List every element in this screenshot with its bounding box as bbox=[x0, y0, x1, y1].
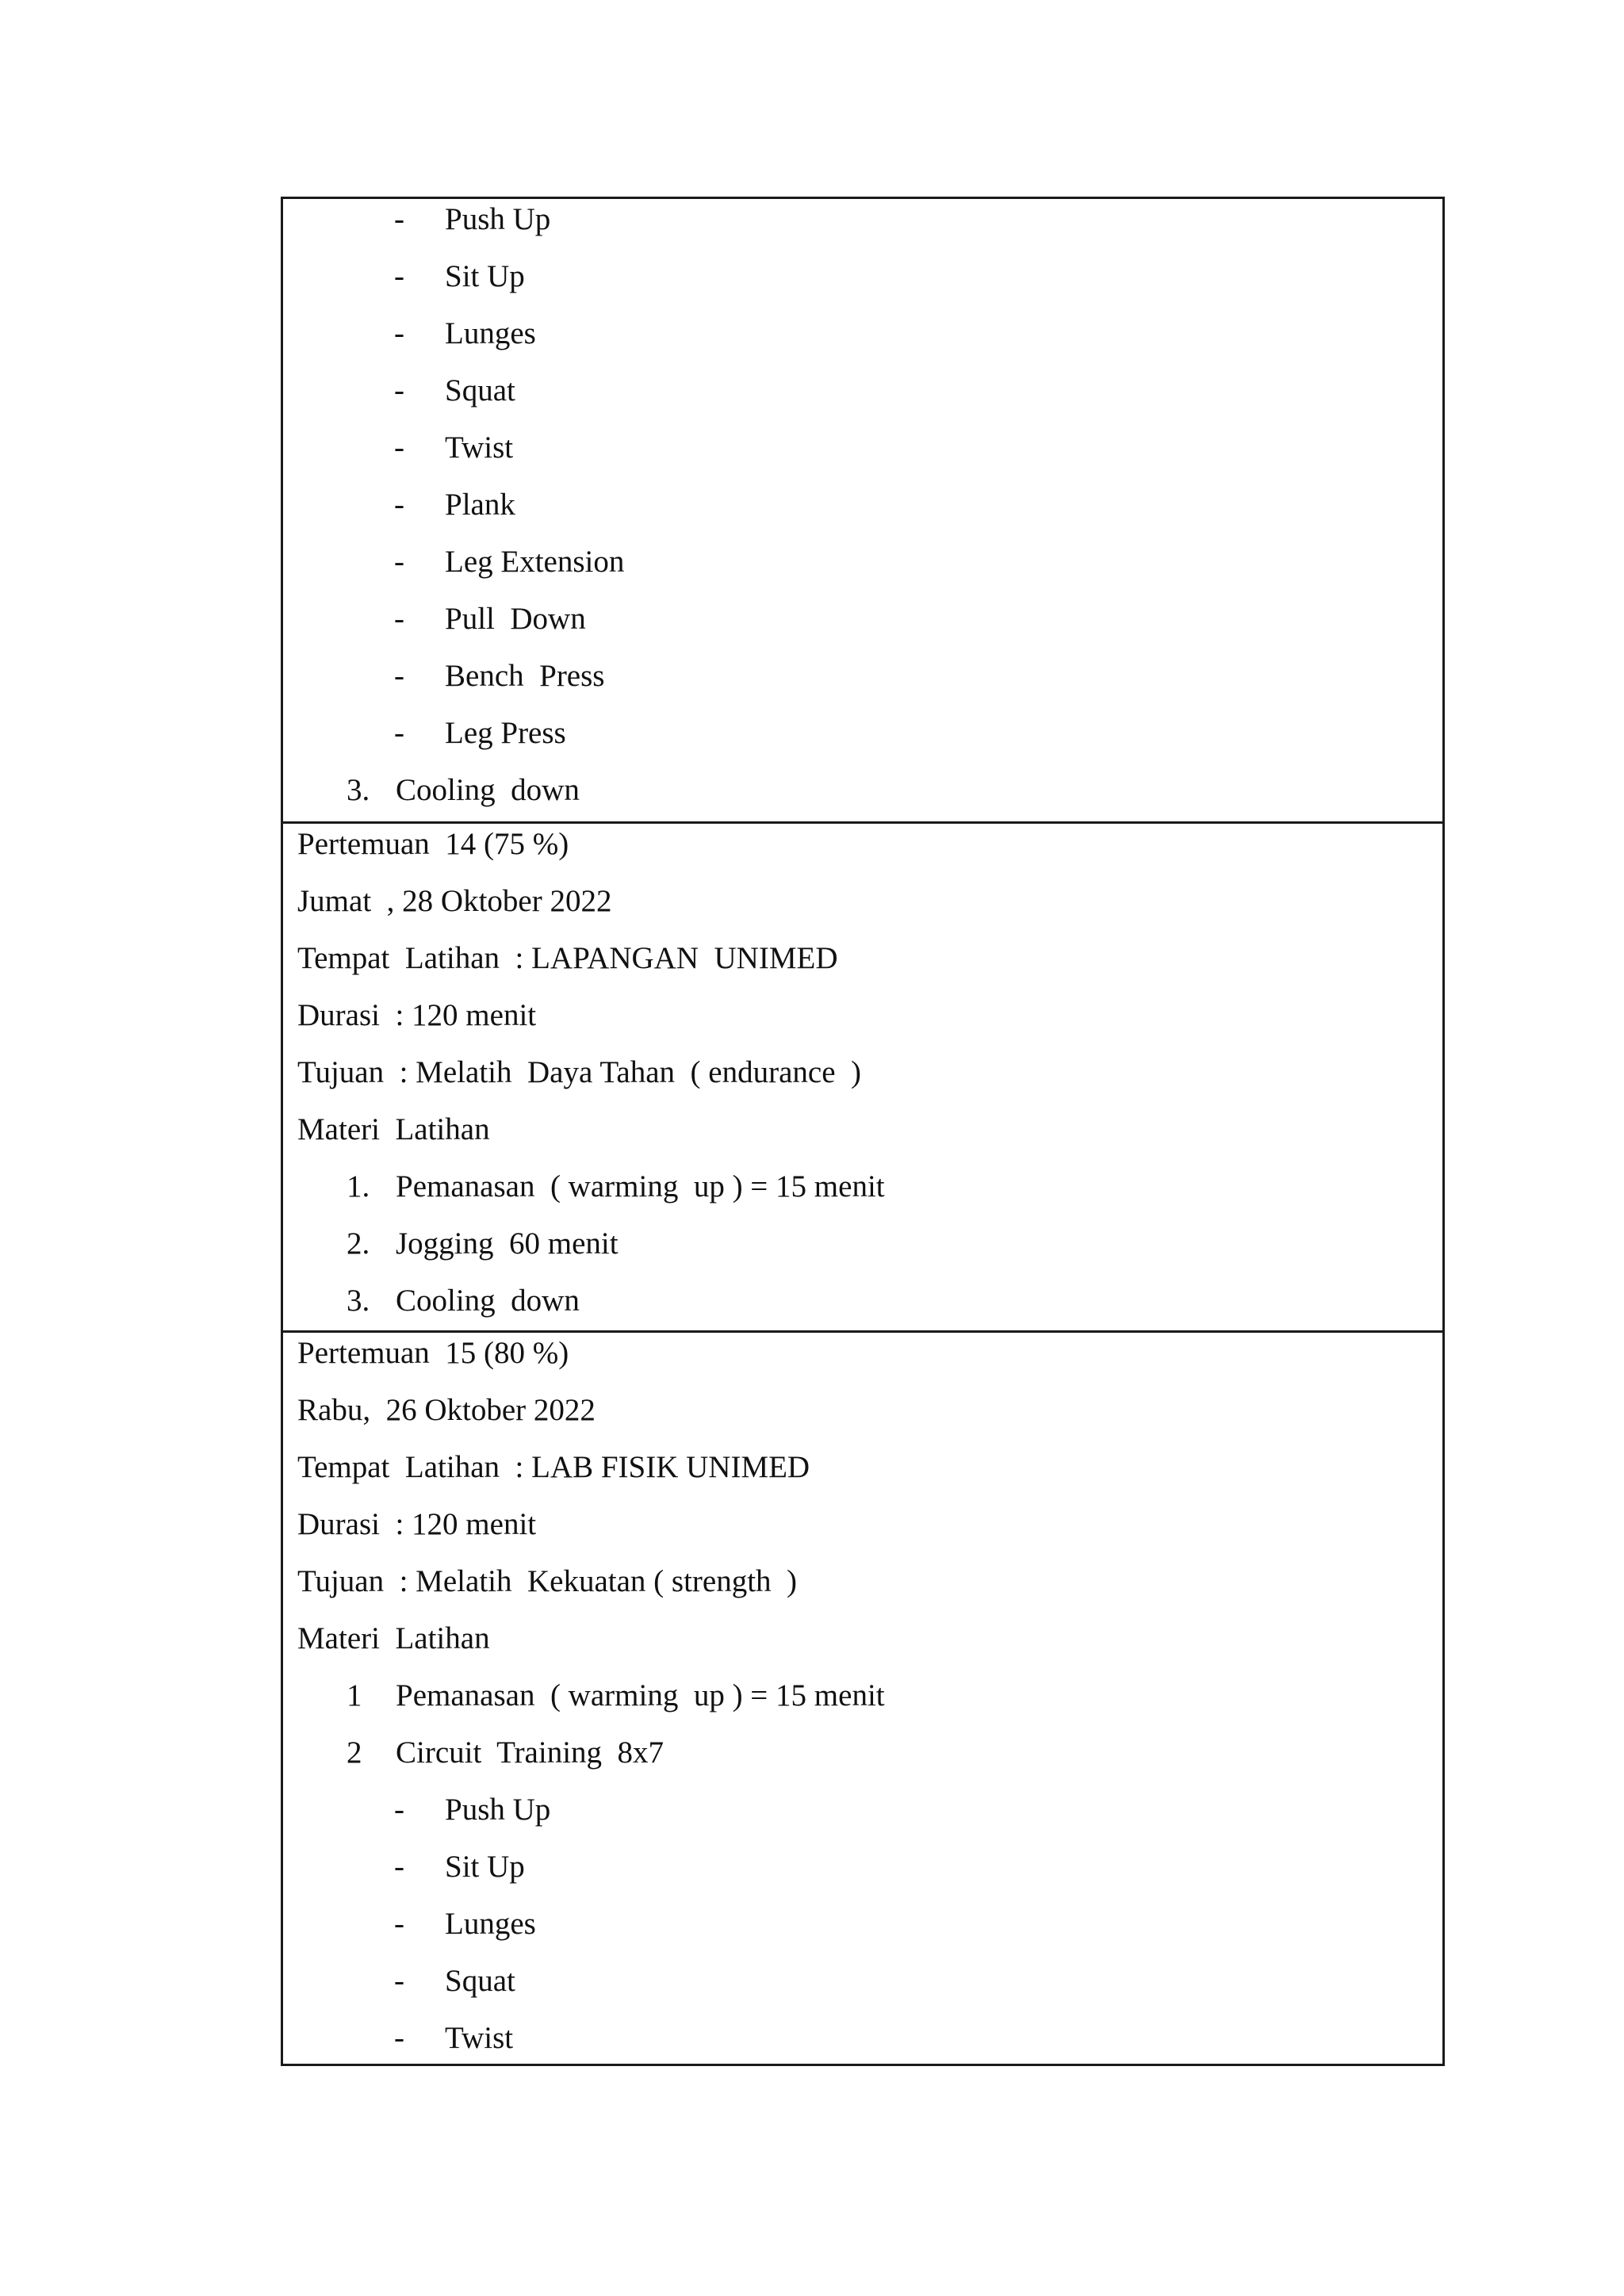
bullet-dash: - bbox=[394, 316, 404, 350]
exercise-item: Twist bbox=[445, 2021, 514, 2055]
list-number: 3. bbox=[347, 1284, 370, 1318]
exercise-item: Plank bbox=[445, 488, 515, 522]
session-title: Pertemuan 15 (80 %) bbox=[297, 1336, 569, 1370]
bullet-dash: - bbox=[394, 716, 404, 750]
exercise-item: Push Up bbox=[445, 1793, 551, 1827]
session-material-heading: Materi Latihan bbox=[297, 1112, 490, 1146]
exercise-item: Squat bbox=[445, 373, 515, 408]
exercise-item: Lunges bbox=[445, 1907, 536, 1941]
session-15-cell bbox=[283, 1330, 1442, 2064]
exercise-item: Sit Up bbox=[445, 1850, 525, 1884]
bullet-dash: - bbox=[394, 1907, 404, 1941]
exercise-item: Leg Press bbox=[445, 716, 566, 750]
material-item: Pemanasan ( warming up ) = 15 menit bbox=[396, 1678, 885, 1712]
session-location: Tempat Latihan : LAB FISIK UNIMED bbox=[297, 1450, 810, 1484]
material-item: Pemanasan ( warming up ) = 15 menit bbox=[396, 1169, 885, 1203]
bullet-dash: - bbox=[394, 488, 404, 522]
list-number: 2 bbox=[347, 1735, 362, 1770]
bullet-dash: - bbox=[394, 2021, 404, 2055]
session-date: Rabu, 26 Oktober 2022 bbox=[297, 1393, 596, 1427]
exercise-item: Leg Extension bbox=[445, 545, 625, 579]
session-material-heading: Materi Latihan bbox=[297, 1621, 490, 1655]
training-schedule-table bbox=[281, 197, 1445, 2066]
bullet-dash: - bbox=[394, 1964, 404, 1998]
session-13-continued-cell bbox=[283, 199, 1442, 821]
material-item: Cooling down bbox=[396, 1284, 580, 1318]
bullet-dash: - bbox=[394, 373, 404, 408]
list-number: 1. bbox=[347, 1169, 370, 1203]
session-14-cell bbox=[283, 821, 1442, 1330]
exercise-item: Push Up bbox=[445, 202, 551, 236]
bullet-dash: - bbox=[394, 430, 404, 465]
material-item: Jogging 60 menit bbox=[396, 1226, 619, 1261]
list-number: 3. bbox=[347, 773, 370, 807]
exercise-item: Bench Press bbox=[445, 659, 605, 693]
session-goal: Tujuan : Melatih Daya Tahan ( endurance ) bbox=[297, 1055, 861, 1089]
bullet-dash: - bbox=[394, 602, 404, 636]
material-item: Cooling down bbox=[396, 773, 580, 807]
session-goal: Tujuan : Melatih Kekuatan ( strength ) bbox=[297, 1564, 798, 1598]
bullet-dash: - bbox=[394, 259, 404, 293]
exercise-item: Pull Down bbox=[445, 602, 586, 636]
session-date: Jumat , 28 Oktober 2022 bbox=[297, 884, 612, 918]
session-location: Tempat Latihan : LAPANGAN UNIMED bbox=[297, 941, 838, 975]
session-title: Pertemuan 14 (75 %) bbox=[297, 827, 569, 861]
exercise-item: Twist bbox=[445, 430, 514, 465]
exercise-item: Squat bbox=[445, 1964, 515, 1998]
bullet-dash: - bbox=[394, 1793, 404, 1827]
bullet-dash: - bbox=[394, 202, 404, 236]
list-number: 1 bbox=[347, 1678, 362, 1712]
bullet-dash: - bbox=[394, 659, 404, 693]
session-duration: Durasi : 120 menit bbox=[297, 1507, 537, 1541]
bullet-dash: - bbox=[394, 545, 404, 579]
material-item: Circuit Training 8x7 bbox=[396, 1735, 665, 1770]
list-number: 2. bbox=[347, 1226, 370, 1261]
bullet-dash: - bbox=[394, 1850, 404, 1884]
exercise-item: Lunges bbox=[445, 316, 536, 350]
session-duration: Durasi : 120 menit bbox=[297, 998, 537, 1032]
exercise-item: Sit Up bbox=[445, 259, 525, 293]
